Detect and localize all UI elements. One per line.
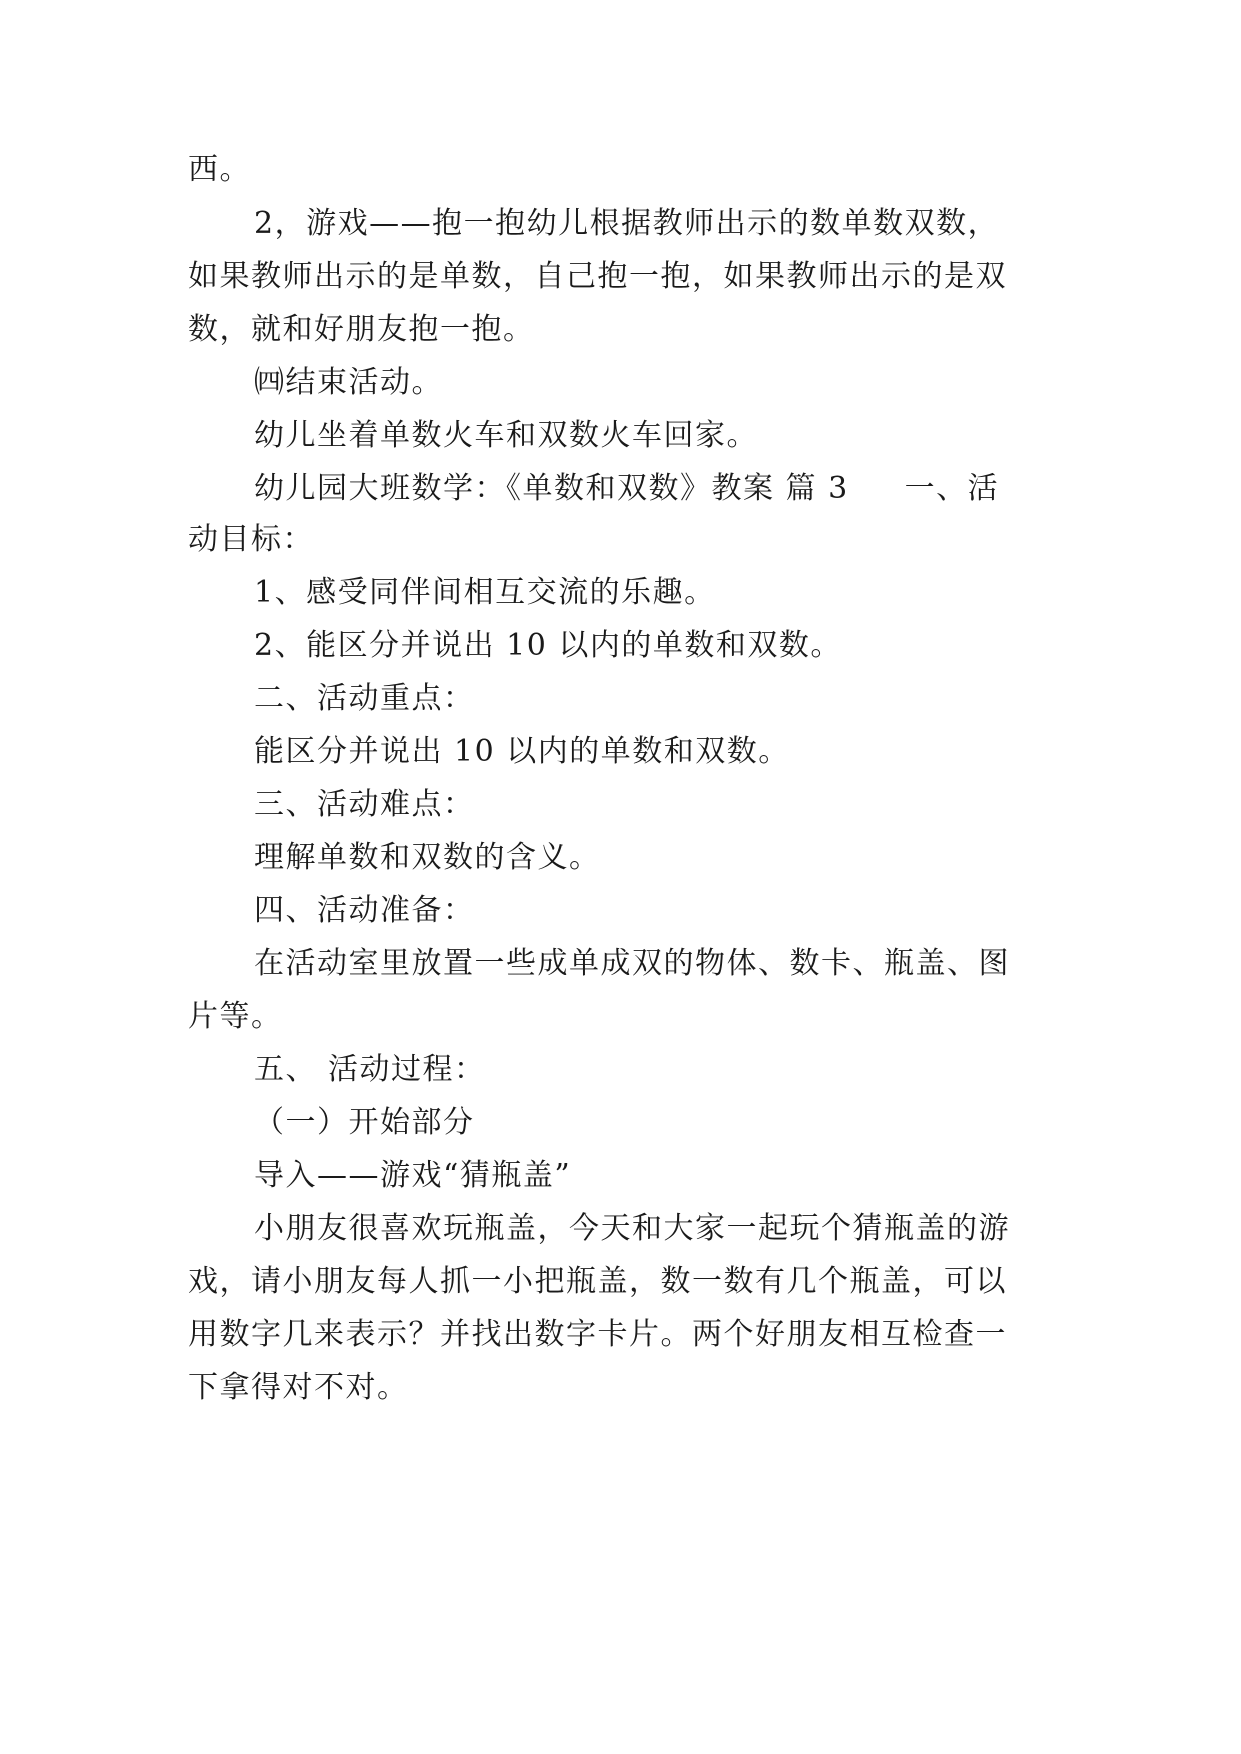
section-heading-3: 三、活动难点： (254, 787, 475, 822)
lesson-title: 幼儿园大班数学：《单数和双数》教案 篇 3 (254, 471, 849, 506)
text-line-5: ㈣结束活动。 (254, 365, 443, 400)
text-line-3: 如果教师出示的是单数，自己抱一抱，如果教师出示的是双 (188, 259, 1007, 294)
section-heading-4: 四、活动准备： (254, 893, 475, 928)
text-line-23: 用数字几来表示？并找出数字卡片。两个好朋友相互检查一 (188, 1317, 1007, 1352)
section-heading-start: 一、活 (904, 471, 1000, 506)
text-line-6: 幼儿坐着单数火车和双数火车回家。 (254, 418, 758, 453)
text-line-16: 在活动室里放置一些成单成双的物体、数卡、瓶盖、图 (254, 946, 1010, 981)
text-line-20: 导入——游戏“猜瓶盖” (254, 1158, 572, 1193)
text-line-2: 2，游戏——抱一抱幼儿根据教师出示的数单数双数， (254, 206, 1000, 241)
text-line-4: 数，就和好朋友抱一抱。 (188, 312, 535, 347)
section-heading-5: 五、 活动过程： (254, 1052, 486, 1087)
lesson-title-line (254, 469, 999, 509)
text-line-14: 理解单数和双数的含义。 (254, 840, 601, 875)
text-line-12: 能区分并说出 10 以内的单数和双数。 (254, 734, 790, 769)
text-line-21: 小朋友很喜欢玩瓶盖，今天和大家一起玩个猜瓶盖的游 (254, 1211, 1010, 1246)
text-line-22: 戏，请小朋友每人抓一小把瓶盖，数一数有几个瓶盖，可以 (188, 1264, 1007, 1299)
subsection-heading: （一）开始部分 (254, 1105, 475, 1140)
text-line-8: 动目标： (188, 522, 314, 557)
text-line-1: 西。 (188, 152, 251, 187)
section-heading-2: 二、活动重点： (254, 681, 475, 716)
text-line-10: 2、能区分并说出 10 以内的单数和双数。 (254, 628, 842, 663)
text-line-24: 下拿得对不对。 (188, 1370, 409, 1405)
text-line-9: 1、感受同伴间相互交流的乐趣。 (254, 575, 716, 610)
text-line-17: 片等。 (188, 999, 283, 1034)
